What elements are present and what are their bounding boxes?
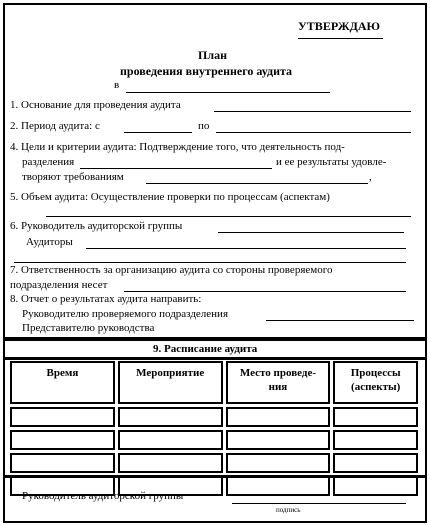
item-period: 2. Период аудита: с [10, 120, 100, 132]
approve-signature-line [298, 38, 383, 39]
goals-comma: , [369, 171, 372, 183]
item-goals-line3: творяют требованиям [22, 171, 124, 183]
scope-field[interactable] [46, 216, 411, 217]
item-responsibility-line1: 7. Ответственность за организацию аудита со стороны проверяемого [10, 264, 333, 276]
cell-place[interactable] [226, 453, 331, 473]
cell-time[interactable] [10, 407, 115, 427]
item-responsibility-line2: подразделения несет [10, 279, 108, 291]
table-row [10, 453, 418, 473]
col-process-header: Процессы (аспекты) [333, 361, 418, 404]
col-place-header: Место проведе- ния [226, 361, 331, 404]
cell-activity[interactable] [118, 453, 223, 473]
cell-process[interactable] [333, 407, 418, 427]
schedule-top-bar [5, 337, 427, 341]
item-leader: 6. Руководитель аудиторской группы [10, 220, 183, 232]
col-time-header: Время [10, 361, 115, 404]
approve-label: УТВЕРЖДАЮ [298, 19, 381, 33]
footer-leader-label: Руководитель аудиторской группы [22, 490, 184, 502]
cell-place[interactable] [226, 430, 331, 450]
plan-in-prefix: в [114, 79, 120, 91]
table-row [10, 430, 418, 450]
signature-caption: подпись [276, 506, 301, 514]
cell-activity[interactable] [118, 430, 223, 450]
plan-in-field[interactable] [126, 92, 330, 93]
footer-top-bar [5, 475, 427, 478]
col-activity-header: Мероприятие [118, 361, 223, 404]
item-goals-line2b: и ее результаты удовле- [276, 156, 387, 168]
auditors-field-2[interactable] [14, 262, 406, 263]
item-goals-line2a: разделения [22, 156, 75, 168]
item-scope: 5. Объем аудита: Осуществление проверки по процессам (аспектам) [10, 191, 330, 203]
period-from-field[interactable] [124, 132, 192, 133]
item-report-line1: 8. Отчет о результатах аудита направить: [10, 293, 202, 305]
cell-time[interactable] [10, 430, 115, 450]
goals-unit-field[interactable] [80, 168, 272, 169]
cell-process[interactable] [333, 453, 418, 473]
item-basis: 1. Основание для проведения аудита [10, 99, 181, 111]
responsibility-field[interactable] [124, 291, 406, 292]
footer-signature-line[interactable] [232, 503, 406, 504]
leader-field[interactable] [218, 232, 404, 233]
cell-process[interactable] [333, 476, 418, 496]
basis-field[interactable] [214, 111, 411, 112]
item-auditors: Аудиторы [26, 236, 73, 248]
item-report-line2: Руководителю проверяемого подразделения [22, 308, 229, 320]
plan-subtitle: проведения внутреннего аудита [120, 64, 293, 78]
schedule-title-bar [5, 357, 427, 360]
period-to-field[interactable] [216, 132, 411, 133]
report-unit-head-field[interactable] [266, 320, 414, 321]
cell-time[interactable] [10, 453, 115, 473]
cell-process[interactable] [333, 430, 418, 450]
auditors-field[interactable] [86, 248, 406, 249]
goals-requirements-field[interactable] [146, 183, 368, 184]
item-goals-line1: 4. Цели и критерии аудита: Подтверждение того, что деятельность под- [10, 141, 345, 153]
item-report-line3: Представителю руководства [22, 322, 155, 334]
cell-place[interactable] [226, 407, 331, 427]
plan-title: План [198, 48, 227, 62]
period-to-label: по [198, 120, 210, 132]
cell-place[interactable] [226, 476, 331, 496]
cell-activity[interactable] [118, 407, 223, 427]
schedule-title: 9. Расписание аудита [153, 343, 258, 355]
table-row [10, 407, 418, 427]
